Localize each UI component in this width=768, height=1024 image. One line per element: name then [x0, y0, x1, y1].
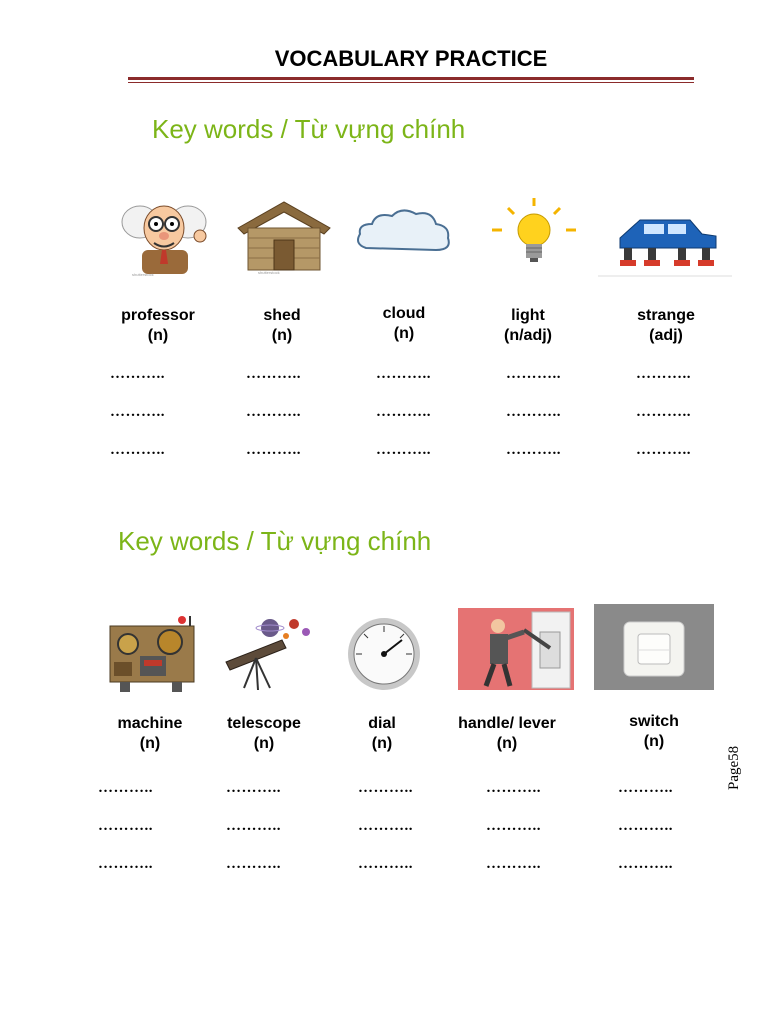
answer-blank: ……….. [486, 856, 541, 872]
answer-blank: ……….. [506, 442, 561, 458]
word-label: dial [368, 715, 396, 732]
word-label: light [511, 307, 545, 324]
answer-blank: ……….. [246, 366, 301, 382]
section2-heading: Key words / Từ vựng chính [118, 526, 432, 556]
word-label: machine [117, 715, 183, 732]
answer-blank: ……….. [110, 442, 165, 458]
answer-blank: ……….. [98, 780, 153, 796]
word-pos: (n) [253, 735, 275, 752]
answer-blank: ……….. [246, 442, 301, 458]
word-pos: (n) [393, 325, 415, 342]
word-handle-lever [437, 714, 577, 754]
answer-blank: ……….. [110, 404, 165, 420]
lever-image [458, 608, 574, 690]
word-label: cloud [382, 305, 426, 322]
answer-blank: ……….. [506, 366, 561, 382]
word-switch [594, 712, 714, 752]
answer-blank: ……….. [98, 818, 153, 834]
light-bulb-image [470, 192, 598, 280]
answer-blank: ……….. [618, 818, 673, 834]
answer-blank: ……….. [226, 856, 281, 872]
answer-blank: ……….. [226, 780, 281, 796]
word-pos: (n) [147, 327, 169, 344]
word-professor [98, 306, 218, 346]
page-title: VOCABULARY PRACTICE [274, 46, 548, 71]
answer-blank: ……….. [618, 780, 673, 796]
answer-blank: ……….. [110, 366, 165, 382]
answer-blank: ……….. [358, 818, 413, 834]
answer-blank: ……….. [376, 404, 431, 420]
page-number: Page58 [726, 745, 742, 790]
professor-image [112, 198, 216, 278]
word-light [468, 306, 588, 346]
answer-blank: ……….. [506, 404, 561, 420]
word-label: shed [263, 307, 301, 324]
word-strange [606, 306, 726, 346]
word-pos: (n) [643, 733, 665, 750]
word-cloud [344, 304, 464, 344]
word-label: handle/ lever [458, 715, 556, 732]
machine-image [100, 612, 204, 696]
answer-blank: ……….. [246, 404, 301, 420]
word-dial [322, 714, 442, 754]
answer-blank: ……….. [636, 442, 691, 458]
answer-blank: ……….. [618, 856, 673, 872]
answer-blank: ……….. [376, 442, 431, 458]
word-label: switch [629, 713, 679, 730]
answer-blank: ……….. [226, 818, 281, 834]
word-pos: (n) [496, 735, 518, 752]
title-underline-thin [128, 82, 694, 83]
cloud-image [352, 204, 456, 260]
svg-text:shutterstock: shutterstock [132, 272, 154, 277]
shed-image [230, 198, 338, 276]
word-pos: (n) [371, 735, 393, 752]
word-shed [222, 306, 342, 346]
telescope-image [214, 612, 324, 696]
switch-image [594, 604, 714, 690]
word-pos: (n) [271, 327, 293, 344]
answer-blank: ……….. [358, 856, 413, 872]
strange-car-image [598, 200, 732, 282]
answer-blank: ……….. [376, 366, 431, 382]
word-label: telescope [227, 715, 301, 732]
word-machine [90, 714, 210, 754]
answer-blank: ……….. [636, 404, 691, 420]
word-pos: (n/adj) [504, 327, 552, 344]
dial-image [324, 610, 444, 696]
svg-text:shutterstock: shutterstock [258, 270, 280, 275]
word-pos: (adj) [649, 327, 683, 344]
answer-blank: ……….. [358, 780, 413, 796]
answer-blank: ……….. [98, 856, 153, 872]
section1-heading: Key words / Từ vựng chính [152, 114, 466, 144]
answer-blank: ……….. [636, 366, 691, 382]
answer-blank: ……….. [486, 818, 541, 834]
answer-blank: ……….. [486, 780, 541, 796]
word-telescope [204, 714, 324, 754]
word-label: strange [637, 307, 695, 324]
title-underline [128, 77, 694, 80]
word-label: professor [121, 307, 195, 324]
word-pos: (n) [139, 735, 161, 752]
